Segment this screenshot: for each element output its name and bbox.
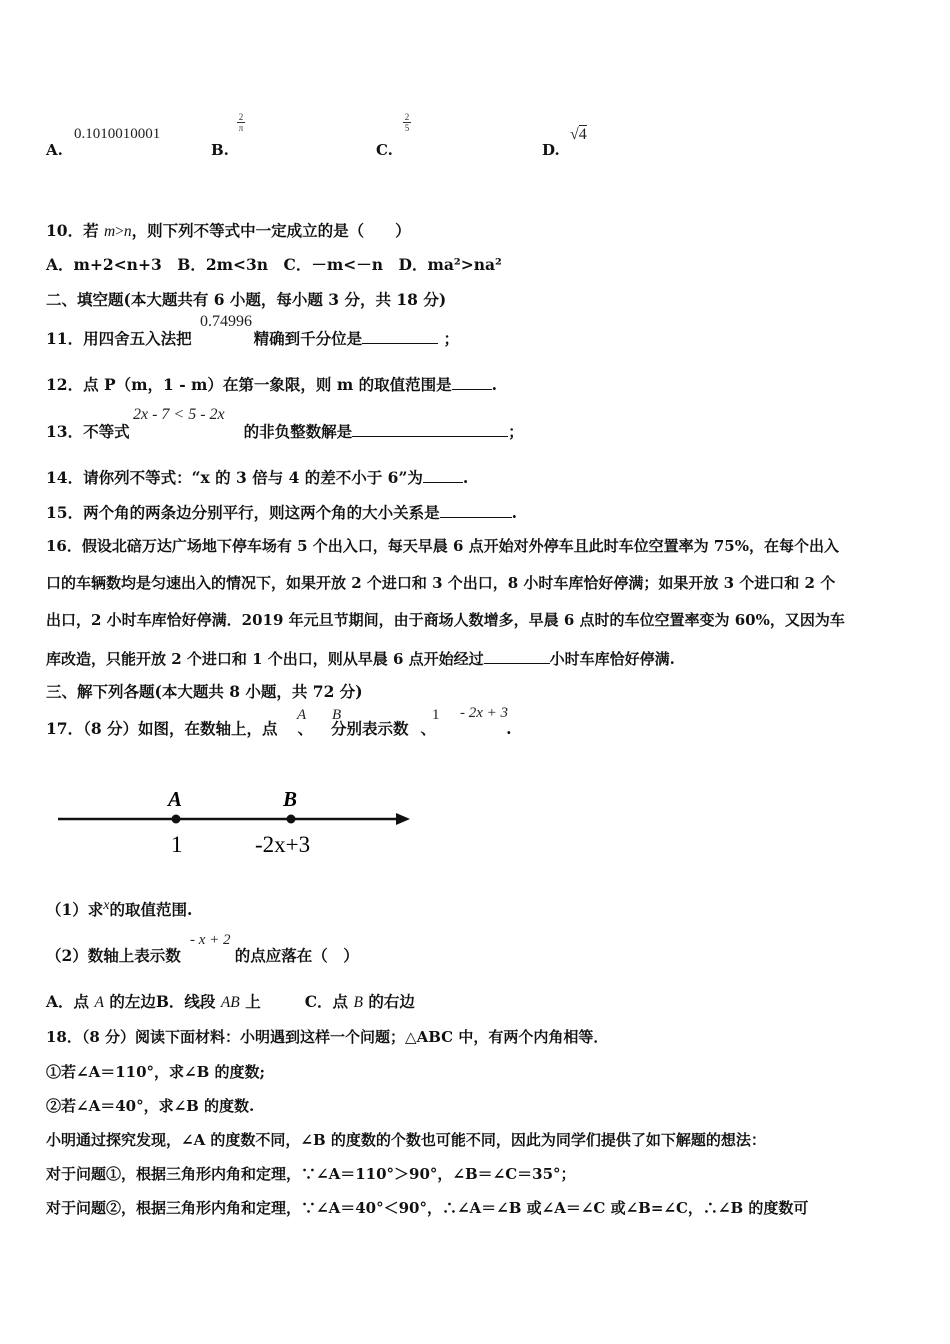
q18-line-3: ②若∠A＝40°，求∠B 的度数. bbox=[46, 1097, 255, 1115]
q17-end: . bbox=[506, 719, 512, 738]
q17-option-c-suffix: 的右边 bbox=[368, 992, 415, 1011]
q17-options bbox=[46, 992, 415, 1013]
q15-text: 15．两个角的两条边分别平行，则这两个角的大小关系是 bbox=[46, 503, 440, 522]
q10-stem bbox=[46, 221, 411, 242]
q14-end: . bbox=[462, 468, 469, 487]
q14-answer-blank[interactable] bbox=[423, 466, 463, 483]
q9-option-b-fraction bbox=[237, 112, 245, 133]
q18-line-2: ①若∠A＝110°，求∠B 的度数; bbox=[46, 1063, 266, 1081]
number-line-figure bbox=[50, 780, 420, 865]
q10-suffix: ，则下列不等式中一定成立的是（ ） bbox=[131, 221, 411, 240]
q17-option-a-prefix: A．点 bbox=[46, 992, 90, 1011]
q10-prefix: 10．若 bbox=[46, 221, 104, 240]
figure-label-b: B bbox=[283, 787, 298, 811]
q16-line-3: 出口，2 小时车库恰好停满．2019 年元旦节期间，由于商场人数增多，早晨 6 点时的车位空置率变为 60%，又因为车 bbox=[46, 611, 845, 629]
q13-suffix: 的非负整数解是 bbox=[243, 422, 353, 441]
q11-prefix: 11．用四舍五入法把 bbox=[46, 329, 192, 348]
q13-answer-blank[interactable] bbox=[352, 420, 508, 437]
q17-value-1: 1 bbox=[432, 707, 440, 723]
point-b-dot bbox=[287, 815, 296, 824]
q12-answer-blank[interactable] bbox=[452, 373, 492, 390]
q15-answer-blank[interactable] bbox=[440, 501, 512, 518]
q10-options: A．m+2<n+3 B．2m<3n C．－m<－n D．ma²>na² bbox=[46, 255, 502, 274]
q17-point-a: A bbox=[297, 707, 307, 723]
sqrt-symbol: √ bbox=[570, 126, 579, 143]
q13 bbox=[46, 420, 524, 442]
q9-option-d-radicand: 4 bbox=[578, 126, 587, 143]
q15 bbox=[46, 501, 517, 523]
gt-symbol: > bbox=[115, 223, 124, 240]
q11-answer-blank[interactable] bbox=[362, 327, 438, 344]
q11-suffix: 精确到千分位是 bbox=[253, 329, 363, 348]
section-3-heading: 三、解下列各题(本大题共 8 小题，共 72 分) bbox=[46, 682, 363, 701]
q9-option-a-label: A. bbox=[46, 141, 63, 159]
q9-option-c-numerator: 2 bbox=[404, 112, 410, 122]
q16-line-4 bbox=[46, 647, 675, 669]
q11-number: 0.74996 bbox=[200, 313, 252, 330]
q16-line-4-suffix: 小时车库恰好停满. bbox=[549, 650, 675, 668]
q11 bbox=[46, 327, 459, 349]
point-a-dot bbox=[172, 815, 181, 824]
q17-option-a-var: A bbox=[94, 994, 104, 1011]
q17-part-2-prefix: （2）数轴上表示数 bbox=[46, 946, 181, 965]
q18-line-6: 对于问题②，根据三角形内角和定理，∵∠A＝40°＜90°，∴∠A＝∠B 或∠A＝∠C 或∠B=∠C，∴∠B 的度数可 bbox=[46, 1199, 809, 1217]
q9-option-c-label: C. bbox=[376, 141, 393, 159]
q9-option-b-numerator: 2 bbox=[238, 112, 244, 122]
q16-line-4-prefix: 库改造，只能开放 2 个进口和 1 个出口，则从早晨 6 点开始经过 bbox=[46, 650, 484, 668]
q15-end: . bbox=[511, 503, 517, 522]
var-n: n bbox=[123, 223, 132, 240]
q17-option-b-prefix: B．线段 bbox=[155, 992, 216, 1011]
q9-option-a-value: 0.1010010001 bbox=[74, 126, 161, 142]
q17-mid: 分别表示数 bbox=[331, 719, 409, 738]
q13-prefix: 13．不等式 bbox=[46, 422, 130, 441]
q17-part-1-suffix: 的取值范围. bbox=[109, 900, 193, 919]
q17-part-2 bbox=[46, 946, 359, 966]
q17-option-c-var: B bbox=[353, 994, 363, 1011]
q17-part-2-suffix: 的点应落在（ ） bbox=[234, 946, 359, 965]
q17-part-1-prefix: （1）求 bbox=[46, 900, 104, 919]
q9-option-d-sqrt bbox=[570, 126, 587, 144]
section-2-heading: 二、填空题(本大题共有 6 小题，每小题 3 分，共 18 分) bbox=[46, 290, 447, 309]
q9-option-c-fraction bbox=[403, 112, 411, 133]
q12-end: . bbox=[491, 375, 498, 394]
q17-prefix: 17．（8 分）如图，在数轴上，点 bbox=[46, 719, 278, 738]
q9-option-c-denominator: 5 bbox=[404, 123, 410, 133]
q17-part-1 bbox=[46, 900, 192, 922]
var-m: m bbox=[103, 223, 116, 240]
q17-value-2: - 2x + 3 bbox=[460, 705, 509, 721]
q14-text: 14．请你列不等式：“x 的 3 倍与 4 的差不小于 6”为 bbox=[46, 468, 423, 487]
q17-stem bbox=[46, 719, 511, 739]
figure-value-2: -2x+3 bbox=[255, 832, 311, 857]
q17-part-2-expression: - x + 2 bbox=[190, 932, 231, 948]
q9-option-b-label: B. bbox=[211, 141, 229, 159]
q17-point-b: B bbox=[332, 707, 342, 723]
q11-end: ； bbox=[443, 329, 460, 348]
q13-end: ； bbox=[508, 422, 524, 441]
q16-line-1: 16．假设北碚万达广场地下停车场有 5 个出入口，每天早晨 6 点开始对外停车且此时车位空置率为 75%，在每个出入 bbox=[46, 537, 839, 555]
var-x: x bbox=[103, 898, 110, 913]
q18-line-4: 小明通过探究发现，∠A 的度数不同，∠B 的度数的个数也可能不同，因此为同学们提供了如下解题的想法： bbox=[46, 1131, 766, 1149]
q17-option-c-prefix: C．点 bbox=[304, 992, 349, 1011]
q14 bbox=[46, 466, 468, 488]
q17-sep-1: 、 bbox=[297, 719, 314, 738]
q18-line-5: 对于问题①，根据三角形内角和定理，∵∠A＝110°＞90°，∠B＝∠C＝35°； bbox=[46, 1165, 576, 1183]
arrow-head-icon bbox=[396, 813, 410, 825]
q17-option-b-suffix: 上 bbox=[245, 992, 261, 1011]
q18-line-1: 18．（8 分）阅读下面材料：小明遇到这样一个问题；△ABC 中，有两个内角相等． bbox=[46, 1028, 609, 1046]
q9-option-b-denominator: π bbox=[238, 123, 244, 133]
q17-option-a-suffix: 的左边 bbox=[109, 992, 156, 1011]
figure-label-a: A bbox=[168, 787, 183, 811]
q17-sep-2: 、 bbox=[420, 719, 437, 738]
q16-line-2: 口的车辆数均是匀速出入的情况下，如果开放 2 个进口和 3 个出口，8 小时车库恰好停满；如果开放 3 个进口和 2 个 bbox=[46, 574, 836, 592]
q12-text: 12．点 P（m，1 - m）在第一象限，则 m 的取值范围是 bbox=[46, 375, 452, 394]
q12 bbox=[46, 373, 497, 395]
q9-option-d-label: D. bbox=[542, 141, 560, 159]
q16-answer-blank[interactable] bbox=[484, 647, 550, 664]
q17-option-b-var: AB bbox=[220, 994, 240, 1011]
figure-value-1: 1 bbox=[171, 832, 183, 857]
q13-inequality: 2x - 7 < 5 - 2x bbox=[133, 406, 225, 423]
